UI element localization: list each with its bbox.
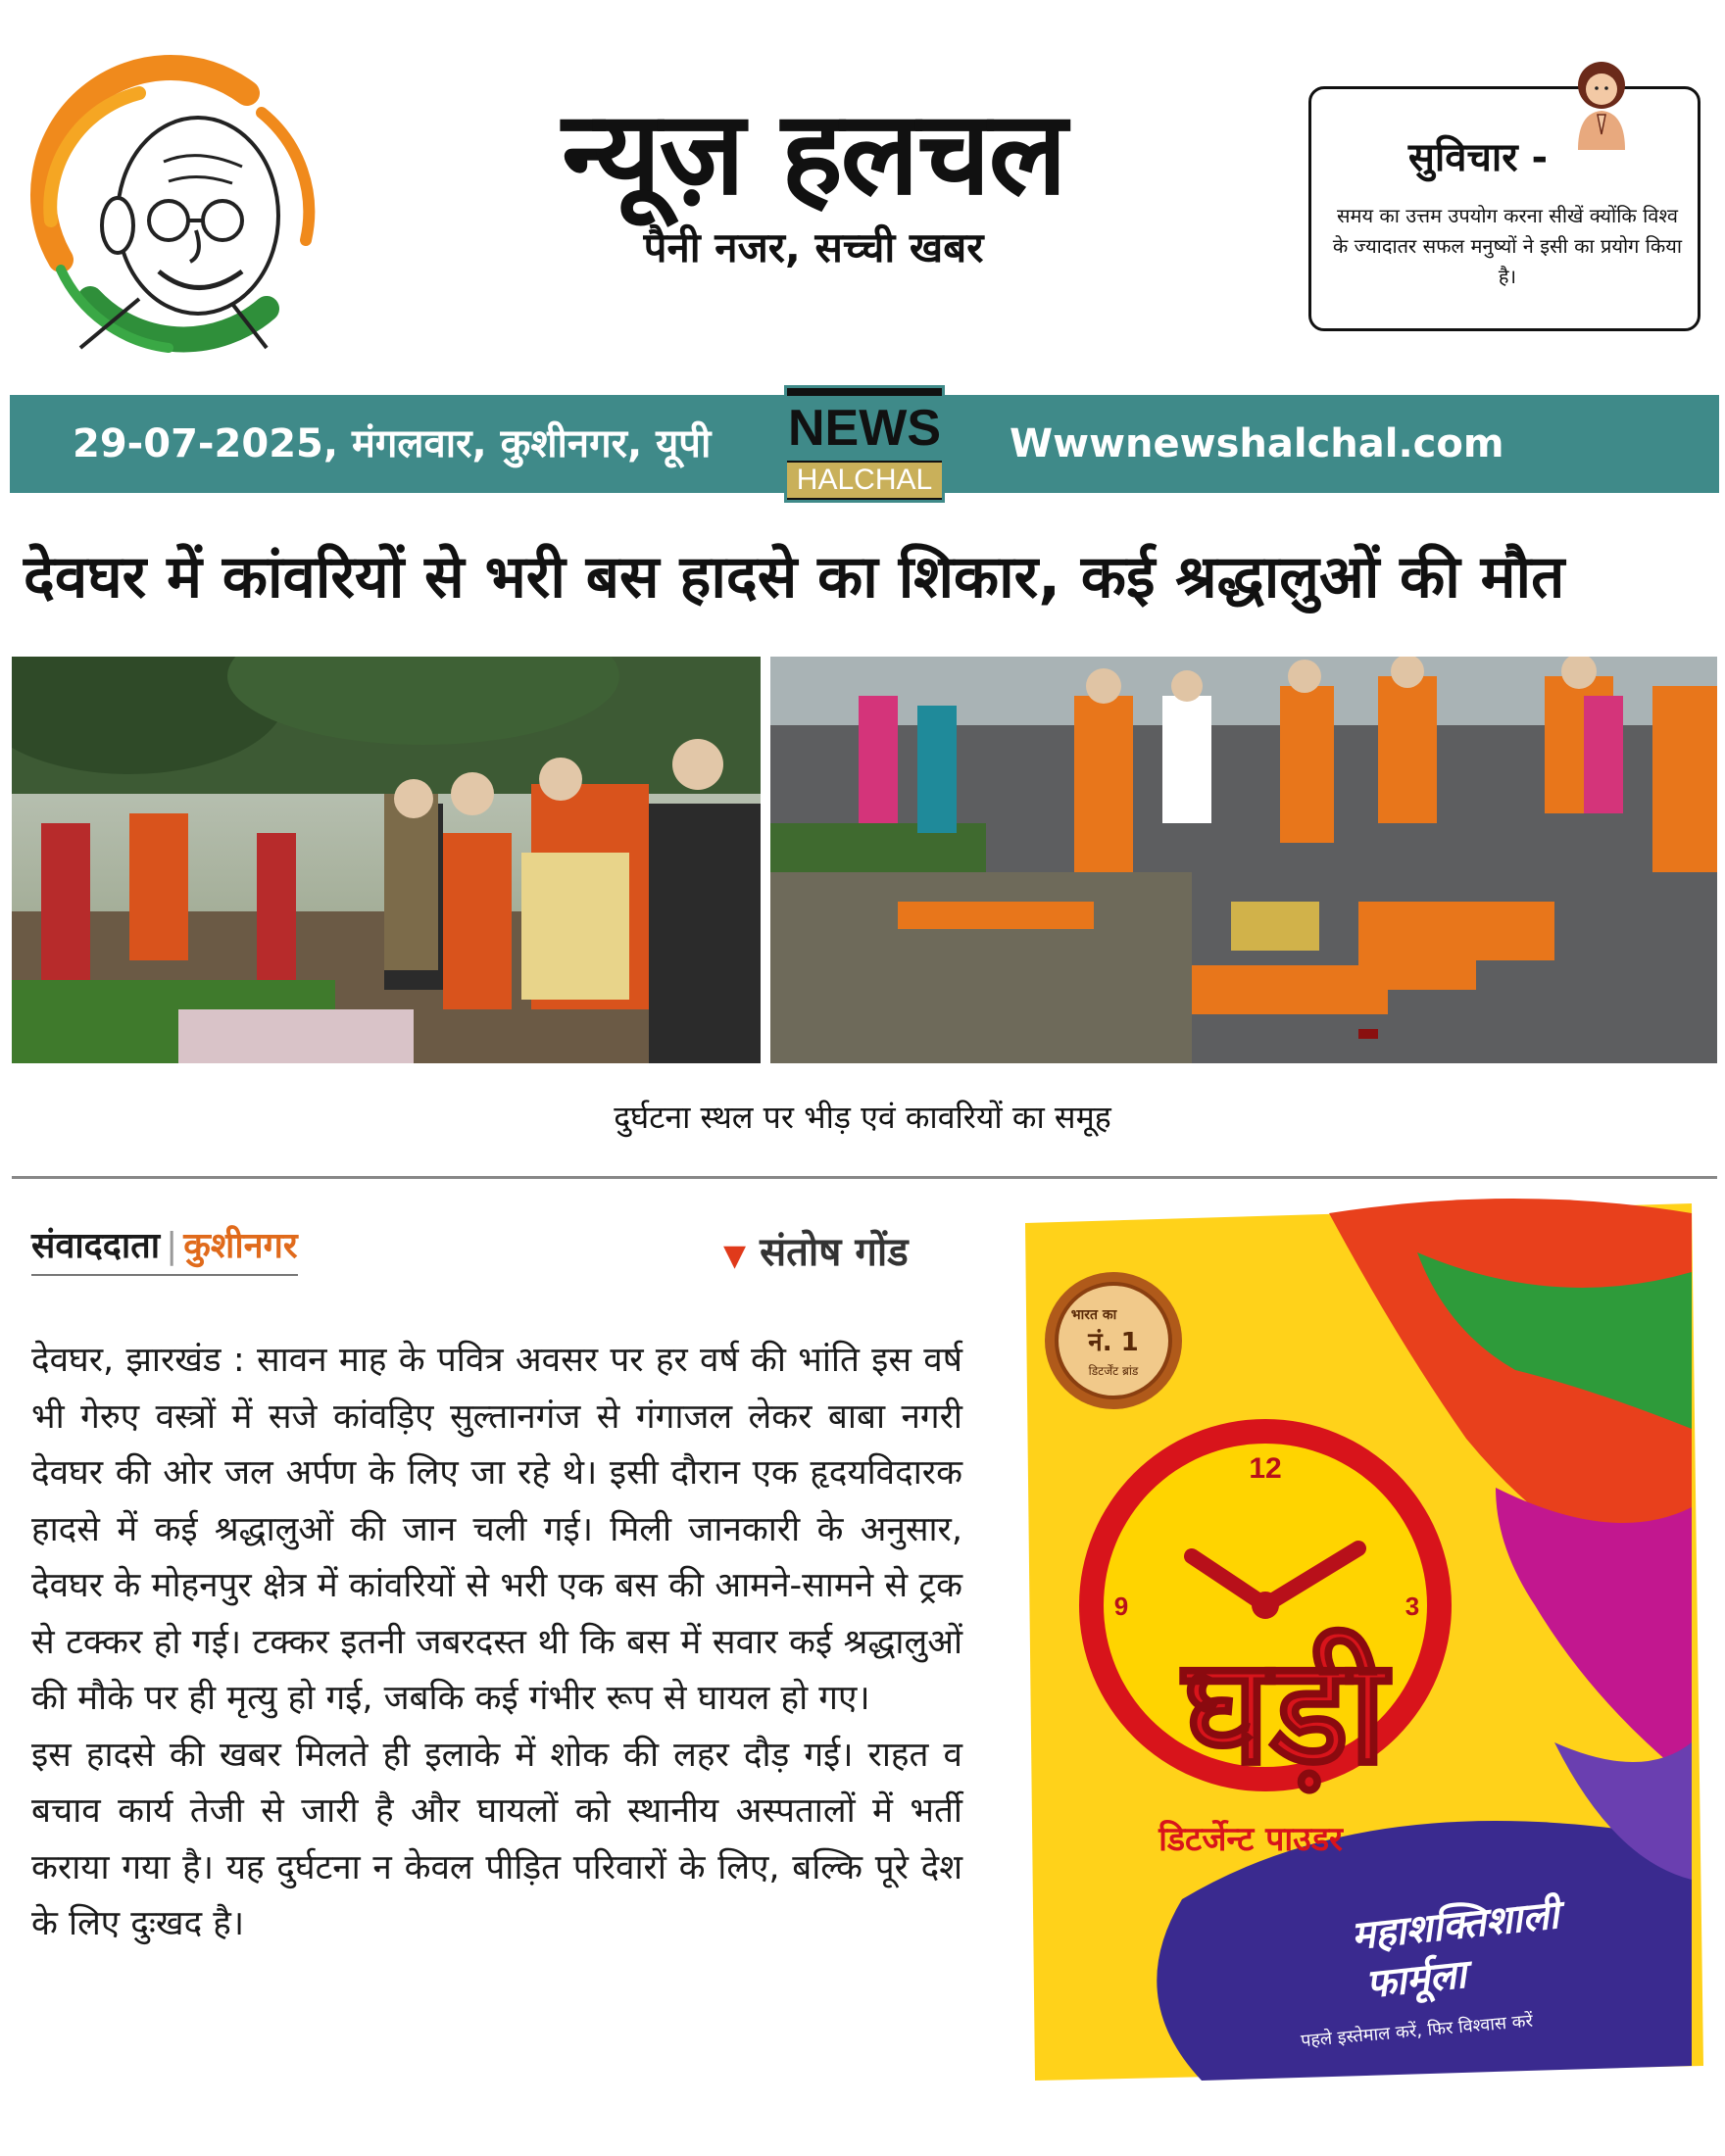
photo-caption: दुर्घटना स्थल पर भीड़ एवं कावरियों का समूह <box>614 1099 1111 1136</box>
byline-label: संवाददाता <box>31 1226 161 1266</box>
byline-correspondent <box>31 1220 298 1276</box>
badge-news-text: NEWS <box>787 396 942 461</box>
article-headline: देवघर में कांवरियों से भरी बस हादसे का शिकार, कई श्रद्धालुओं की मौत <box>24 543 1565 612</box>
website-link[interactable]: Wwwnewshalchal.com <box>1010 421 1504 466</box>
seal-bottom: डिटर्जेंट ब्रांड <box>1088 1364 1139 1378</box>
accident-photo-right <box>770 657 1717 1063</box>
section-divider <box>12 1176 1717 1179</box>
article-body <box>31 1333 962 1953</box>
ad-product: डिटर्जेन्ट पाउडर <box>1158 1820 1343 1859</box>
ad-formula-line2: फार्मूला <box>1363 1951 1469 2008</box>
ad-formula-line1: महाशक्तिशाली <box>1349 1892 1561 1960</box>
no1-seal-icon <box>1045 1272 1182 1409</box>
byline-reporter <box>723 1223 909 1277</box>
thought-text: समय का उत्तम उपयोग करना सीखें क्योंकि विश्व के ज्यादातर सफल मनुष्यों ने इसी का प्रयोग किया है। <box>1332 204 1683 288</box>
thought-heading: सुविचार - <box>1407 135 1549 180</box>
date-location: 29-07-2025, मंगलवार, कुशीनगर, यूपी <box>73 421 712 466</box>
seal-top: भारत का <box>1070 1307 1117 1323</box>
masthead <box>412 85 1215 274</box>
down-triangle-icon: ▼ <box>723 1239 747 1273</box>
thought-box <box>1308 86 1700 331</box>
newspaper-title: न्यूज़ हलचल <box>562 85 1065 220</box>
namaste-figure-icon <box>1566 56 1637 150</box>
reporter-name: संतोष गोंड <box>760 1230 909 1275</box>
article-paragraph: इस हादसे की खबर मिलते ही इलाके में शोक की लहर दौड़ गई। राहत व बचाव कार्य तेजी से जारी है और घायलों को स्थानीय अस्पतालों में भर्ती कराया गया है। यह दुर्घटना न केवल पीड़ित परिवारों के लिए, बल्कि पूरे देश के लिए दुःखद है। <box>31 1735 962 1943</box>
ghadi-detergent-ad[interactable] <box>1006 1194 1711 2090</box>
gandhi-logo <box>22 54 335 363</box>
news-halchal-badge <box>784 385 945 503</box>
clock-3: 3 <box>1405 1592 1420 1621</box>
seal-mid: नं. 1 <box>1088 1328 1139 1357</box>
badge-halchal-text: HALCHAL <box>787 463 942 498</box>
newspaper-tagline: पैनी नजर, सच्ची खबर <box>643 222 984 271</box>
clock-12: 12 <box>1249 1452 1282 1485</box>
ad-slogan: पहले इस्तेमाल करें, फिर विश्वास करें <box>1300 2010 1534 2052</box>
accident-photo-left <box>12 657 761 1063</box>
clock-9: 9 <box>1113 1592 1129 1621</box>
ad-brand: घड़ी <box>1183 1627 1387 1797</box>
byline-place: कुशीनगर <box>183 1226 298 1266</box>
article-paragraph: देवघर, झारखंड : सावन माह के पवित्र अवसर पर हर वर्ष की भांति इस वर्ष भी गेरुए वस्त्रों में सजे कांवड़िए सुल्तानगंज से गंगाजल लेकर बाबा नगरी देवघर की ओर जल अर्पण के लिए जा रहे थे। इसी दौरान एक हृदयविदारक हादसे में कई श्रद्धालुओं की जान चली गई। मिली जानकारी के अनुसार, देवघर के मोहनपुर क्षेत्र में कांवरियों से भरी एक बस की आमने-सामने से ट्रक से टक्कर हो गई। टक्कर इतनी जबरदस्त थी कि बस में सवार कई श्रद्धालुओं की मौके पर ही मृत्यु हो गई, जबकि कई गंभीर रूप से घायल हो गए। <box>31 1341 962 1718</box>
byline-separator: | <box>166 1226 178 1266</box>
